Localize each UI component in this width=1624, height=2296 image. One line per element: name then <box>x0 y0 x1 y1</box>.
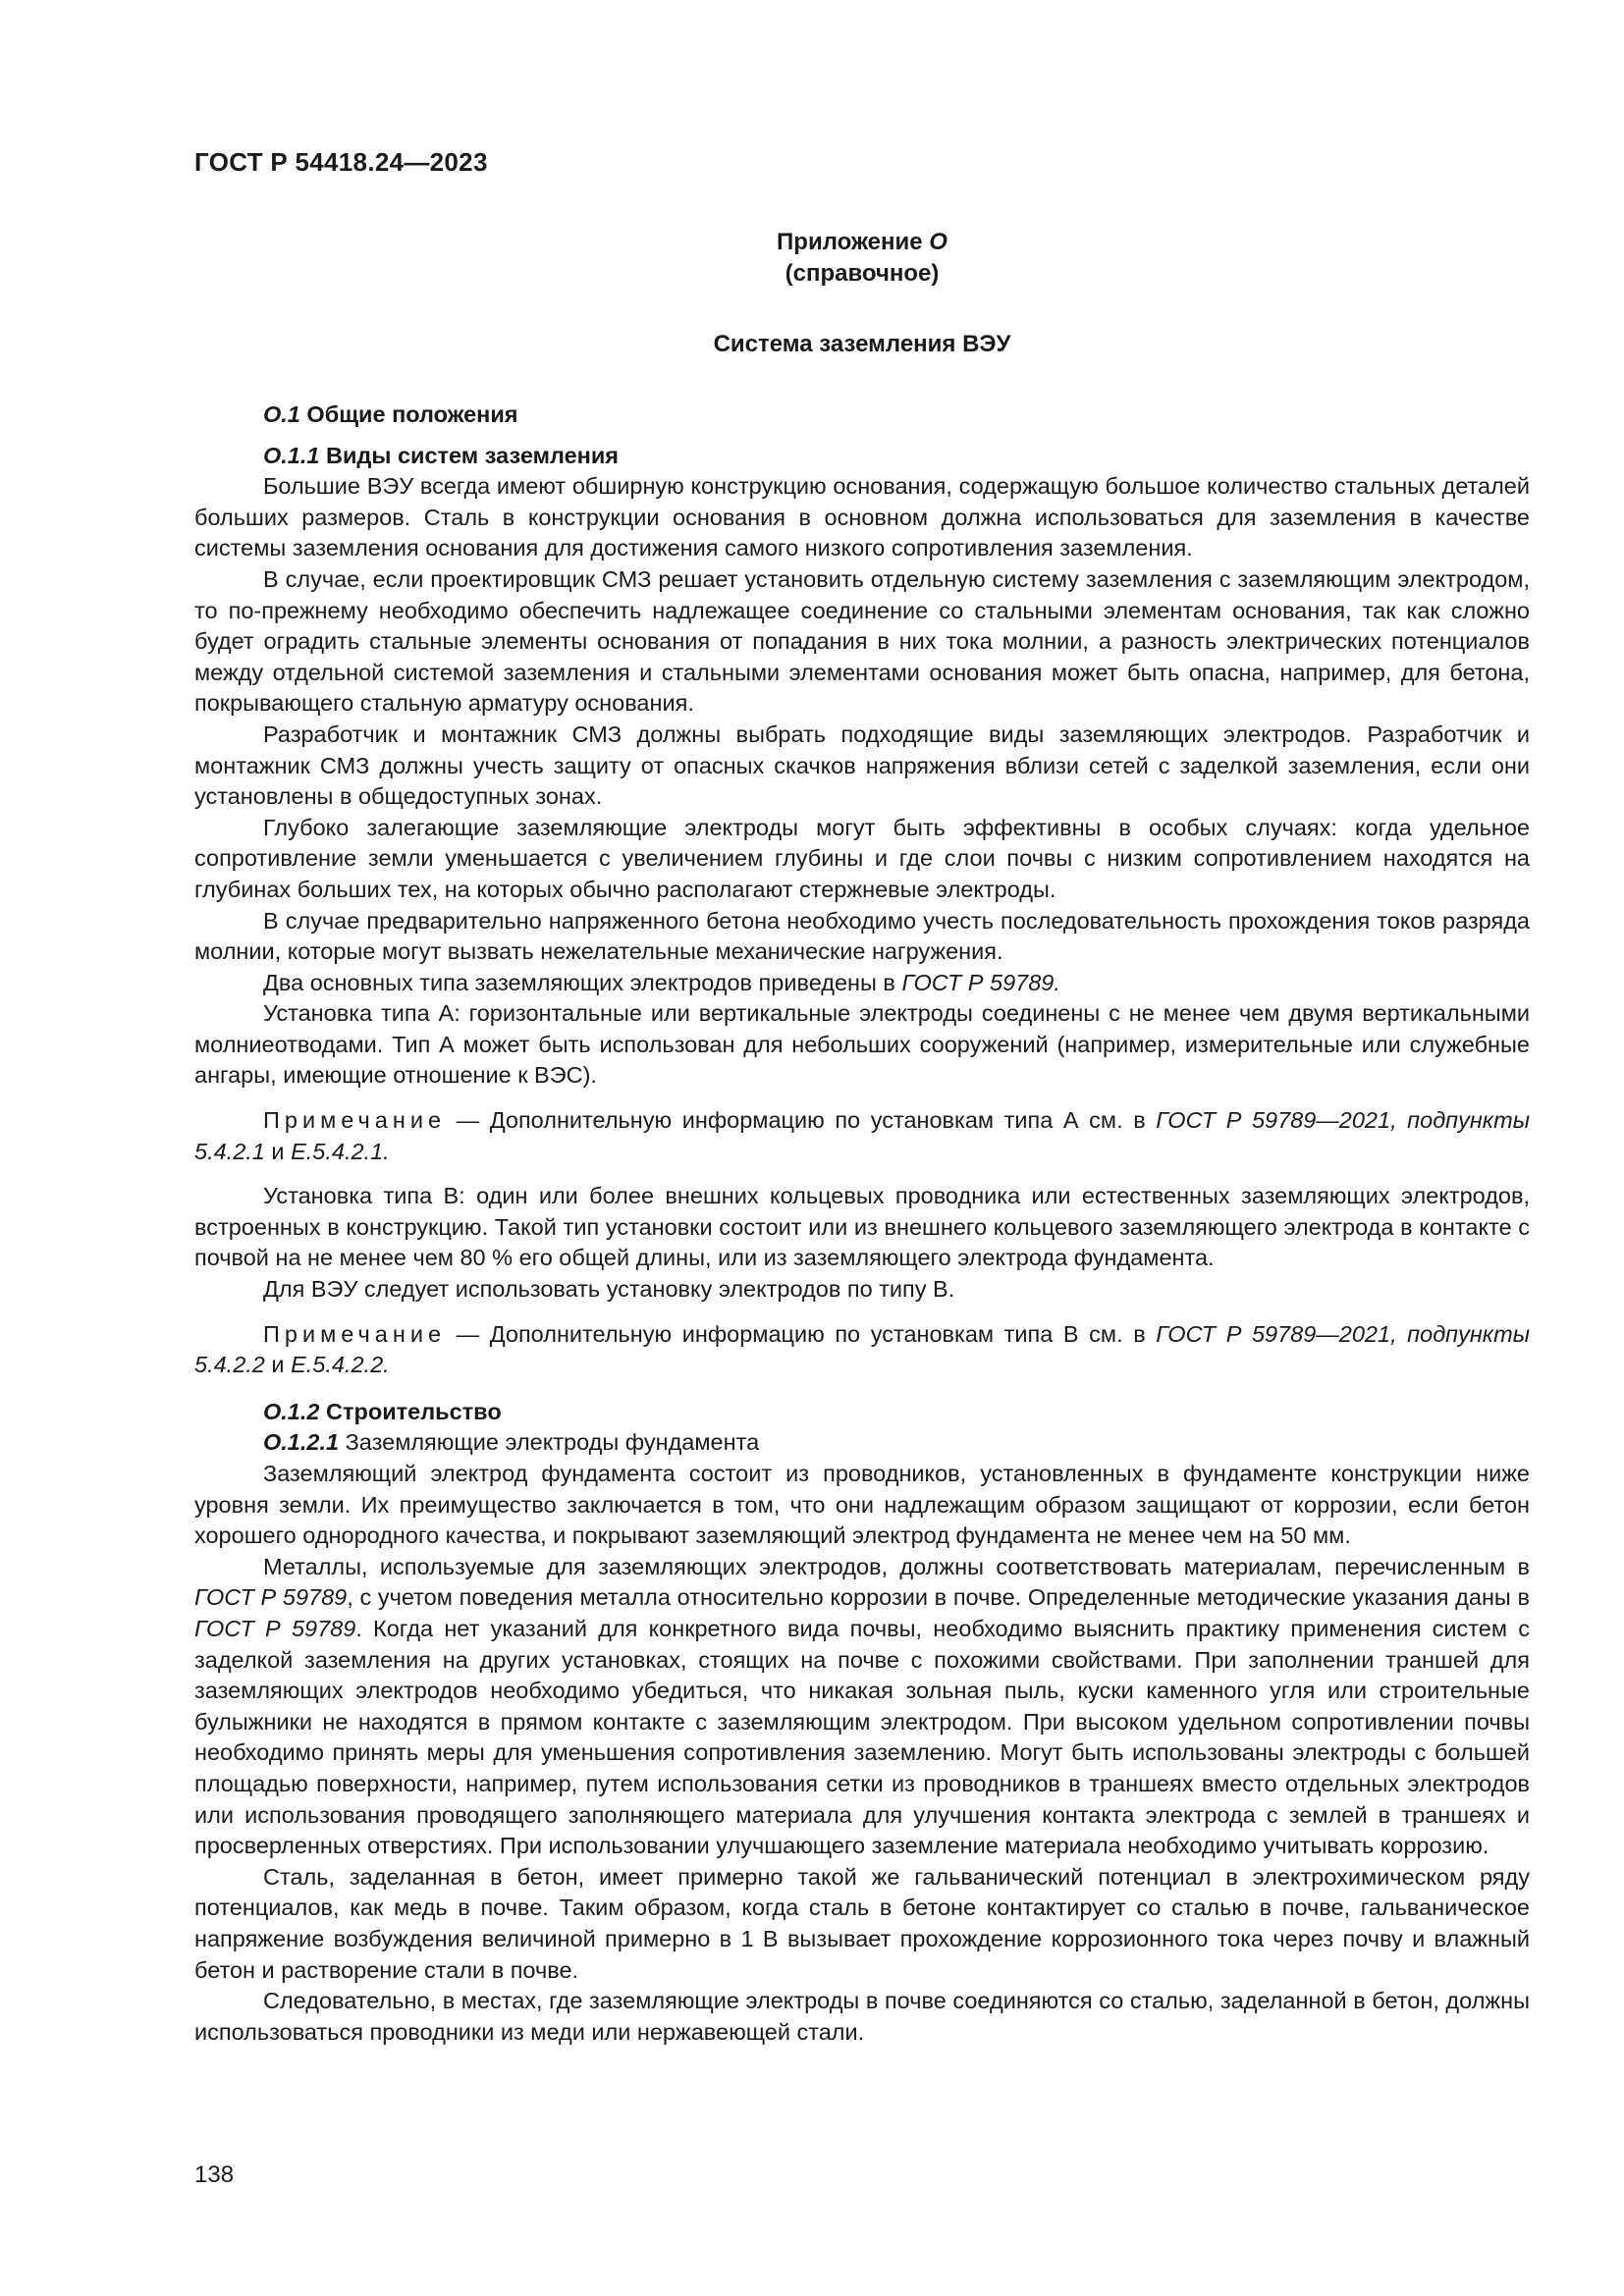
paragraph: Заземляющий электрод фундамента состоит из проводников, установленных в фундаменте конструкции ниже уровня земли. Их преимущество заключается в том, что они надлежащим образом защищают от коррозии, если бетон хорошего однородного качества, и покрывают заземляющий электрод фундамента не менее чем на 50 мм. <box>194 1461 1530 1549</box>
paragraph: В случае, если проектировщик СМЗ решает установить отдельную систему заземления с заземляющим электродом, то по-прежнему необходимо обеспечить надлежащее соединение со стальными элементам основания, так как сложно будет оградить стальные элементы основания от попадания в них тока молнии, а разность электрических потенциалов между отдельной системой заземления и стальными элементами основания может быть опасна, например, для бетона, покрывающего стальную арматуру основания. <box>194 565 1530 717</box>
document-page <box>194 147 1530 2048</box>
paragraph: Установка типа А: горизонтальные или вертикальные электроды соединены с не менее чем двумя вертикальными молниеотводами. Тип А может быть использован для небольших сооружений (например, измерительные или служебные ангары, имеющие отношение к ВЭС). <box>194 1000 1530 1089</box>
annex-prefix: Приложение <box>777 229 923 255</box>
paragraph: Металлы, используемые для заземляющих электродов, должны соответствовать материалам, перечисленным в ГОСТ Р 59789, с учетом поведения металла относительно коррозии в почве. Определенные методические указания даны в ГОСТ Р 59789. Когда нет указаний для конкретного вида почвы, необходимо выяснить практику применения систем с заделкой заземления на других установках, стоящих на почве с похожими свойствами. При заполнении траншей для заземляющих электродов необходимо убедиться, что никакая зольная пыль, куски каменного угля или строительные булыжники не находятся в прямом контакте с заземляющим электродом. При высоком удельном сопротивлении почвы необходимо принять меры для уменьшения сопротивления заземлению. Могут быть использованы электроды с большей площадью поверхности, например, путем использования сетки из проводников в траншеях вместо отдельных электродов или использования проводящего заполняющего материала для улучшения контакта электрода с землей в траншеях и просверленных отверстиях. При использовании улучшающего заземление материала необходимо учитывать коррозию. <box>194 1553 1530 1859</box>
section-heading-o12: О.1.2 Строительство <box>263 1398 502 1424</box>
paragraph: Разработчик и монтажник СМЗ должны выбрать подходящие виды заземляющих электродов. Разработчик и монтажник СМЗ должны учесть защиту от опасных скачков напряжения вблизи сетей с заделкой заземления, если они установлены в общедоступных зонах. <box>194 721 1530 810</box>
paragraph: Два основных типа заземляющих электродов приведены в ГОСТ Р 59789. <box>263 969 1060 995</box>
standard-reference: ГОСТ Р 59789 <box>194 1615 356 1641</box>
section-heading-o11: О.1.1 Виды систем заземления <box>263 442 619 468</box>
standard-reference: ГОСТ Р 59789. <box>901 969 1060 995</box>
page-number: 138 <box>194 2162 235 2188</box>
annex-label <box>194 227 1530 290</box>
annex-type: (справочное) <box>785 260 940 287</box>
section-heading-o1: О.1 Общие положения <box>263 401 518 427</box>
note-label: Примечание <box>263 1107 447 1134</box>
paragraph: В случае предварительно напряженного бетона необходимо учесть последовательность прохождения токов разряда молнии, которые могут вызвать нежелательные механические нагружения. <box>194 907 1530 965</box>
paragraph: Установка типа В: один или более внешних кольцевых проводника или естественных заземляющих электродов, встроенных в конструкцию. Такой тип установки состоит или из внешнего кольцевого заземляющего электрода в контакте с почвой на не менее чем 80 % его общей длины, или из заземляющего электрода фундамента. <box>194 1183 1530 1271</box>
section-heading-o121: О.1.2.1 Заземляющие электроды фундамента <box>263 1429 760 1456</box>
annex-heading: Система заземления ВЭУ <box>713 331 1011 357</box>
paragraph: Следовательно, в местах, где заземляющие электроды в почве соединяются со сталью, заделанной в бетон, должны использоваться проводники из меди или нержавеющей стали. <box>194 1988 1530 2045</box>
standard-reference: ГОСТ Р 59789—2021, подпункты 5.4.2.2 <box>194 1320 1531 1378</box>
standard-reference: ГОСТ Р 59789—2021, подпункты 5.4.2.1 <box>194 1107 1531 1164</box>
standard-reference: Е.5.4.2.1. <box>291 1138 390 1164</box>
note: Примечание — Дополнительную информацию по установкам типа А см. в ГОСТ Р 59789—2021, подпункты 5.4.2.1 и Е.5.4.2.1. <box>194 1107 1531 1164</box>
paragraph: Глубоко залегающие заземляющие электроды могут быть эффективны в особых случаях: когда удельное сопротивление земли уменьшается с увеличением глубины и где слои почвы с низким сопротивлением находятся на глубинах больших тех, на которых обычно располагают стержневые электроды. <box>194 814 1530 902</box>
standard-reference: Е.5.4.2.2. <box>291 1352 390 1378</box>
standard-designation: ГОСТ Р 54418.24—2023 <box>194 147 488 177</box>
paragraph: Большие ВЭУ всегда имеют обширную конструкцию основания, содержащую большое количество стальных деталей больших размеров. Сталь в конструкции основания в основном должна использоваться для заземления в качестве системы заземления основания для достижения самого низкого сопротивления заземления. <box>194 473 1530 561</box>
annex-letter: О <box>929 229 947 255</box>
document-body <box>194 400 1530 2048</box>
note: Примечание — Дополнительную информацию по установкам типа В см. в ГОСТ Р 59789—2021, подпункты 5.4.2.2 и Е.5.4.2.2. <box>194 1320 1531 1378</box>
paragraph: Сталь, заделанная в бетон, имеет примерно такой же гальванический потенциал в электрохимическом ряду потенциалов, как медь в почве. Таким образом, когда сталь в бетоне контактирует со сталью в почве, гальваническое напряжение возбуждения величиной примерно в 1 В вызывает прохождение коррозионного тока через почву и влажный бетон и растворение стали в почве. <box>194 1863 1530 1983</box>
paragraph: Для ВЭУ следует использовать установку электродов по типу В. <box>263 1276 955 1303</box>
standard-reference: ГОСТ Р 59789 <box>194 1584 348 1611</box>
note-label: Примечание <box>263 1320 447 1347</box>
